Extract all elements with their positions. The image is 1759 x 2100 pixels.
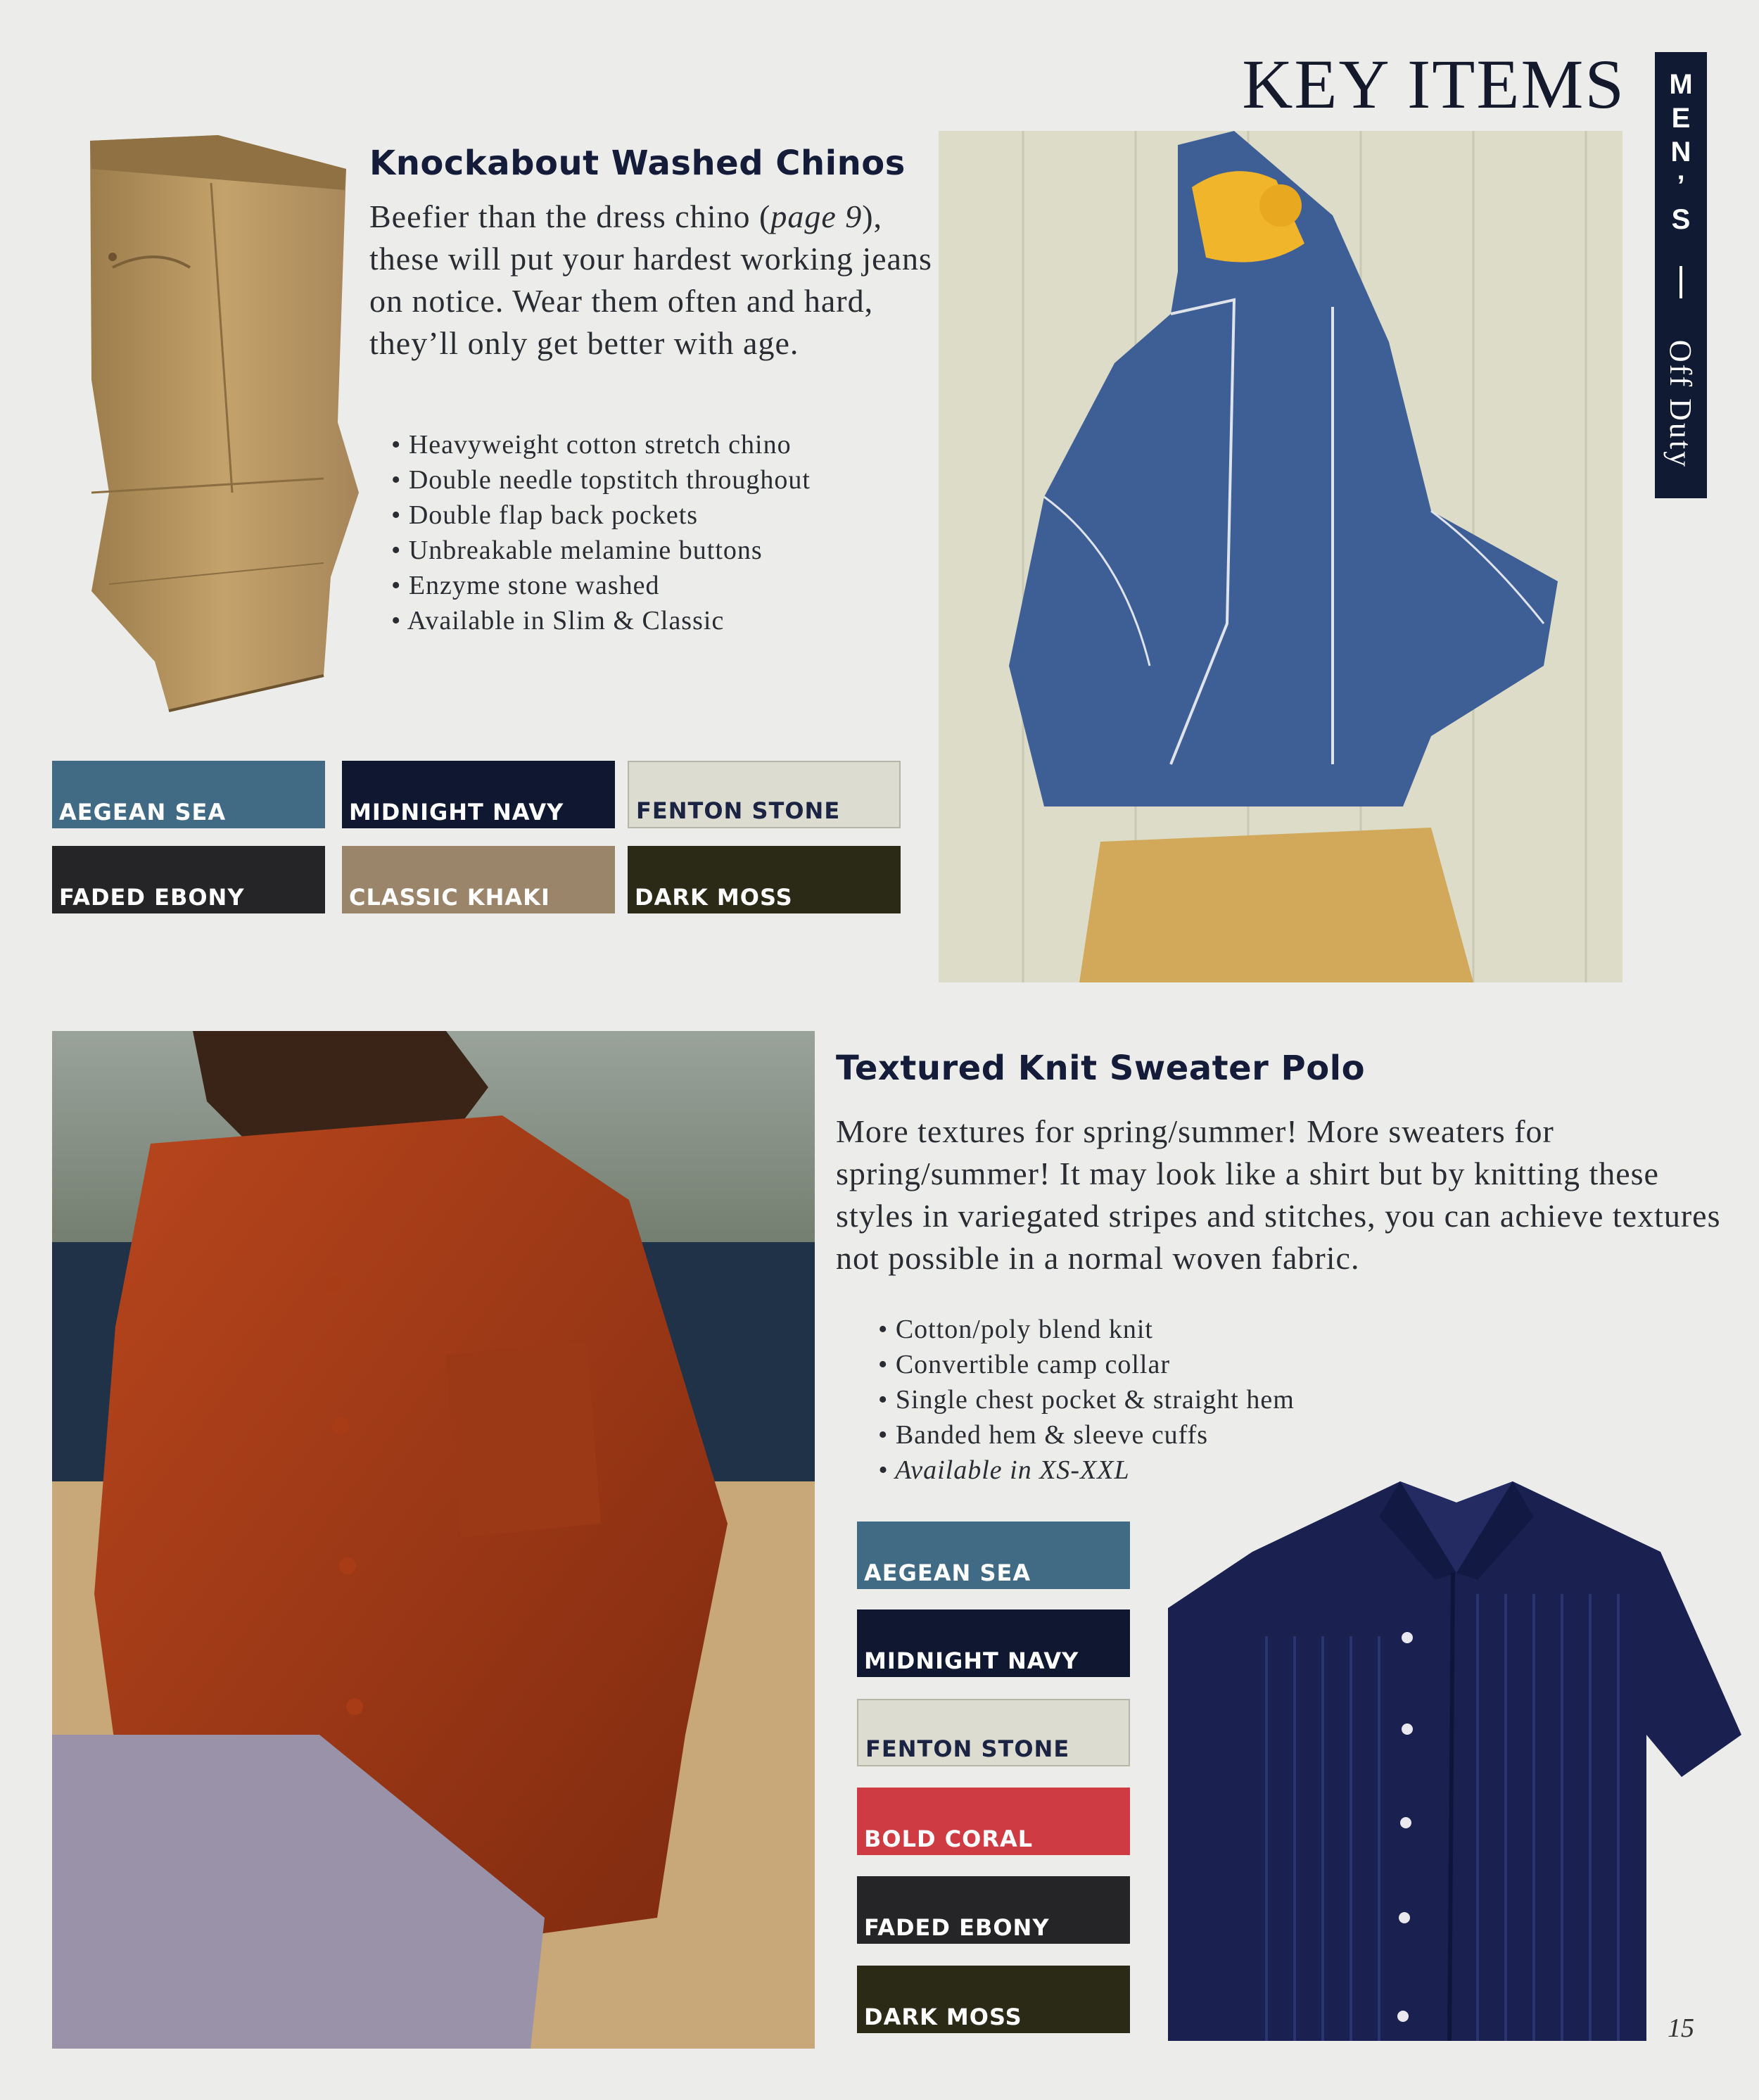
page-title: KEY ITEMS (1242, 45, 1625, 123)
color-swatch: AEGEAN SEA (857, 1522, 1130, 1589)
feature-item: • Heavyweight cotton stretch chino (391, 427, 811, 462)
page-number: 15 (1668, 2013, 1694, 2043)
feature-item: • Banded hem & sleeve cuffs (878, 1417, 1295, 1453)
product-title: Knockabout Washed Chinos (369, 144, 906, 183)
product-title: Textured Knit Sweater Polo (836, 1049, 1366, 1088)
feature-item: • Available in Slim & Classic (391, 603, 811, 638)
color-swatch: MIDNIGHT NAVY (857, 1609, 1130, 1677)
color-swatch: AEGEAN SEA (52, 761, 325, 828)
chinos-product-image (70, 127, 366, 718)
outfit-flatlay-photo (939, 131, 1623, 982)
lifestyle-model-photo (52, 1031, 815, 2049)
color-swatch: CLASSIC KHAKI (342, 846, 615, 913)
section-tab (1655, 52, 1707, 498)
product-description: More textures for spring/summer! More sweaters for spring/summer! It may look like a shirt but by knitting these styles in variegated stripes and stitches, you can achieve textures not possible in a normal woven fabric. (836, 1113, 1721, 1276)
tab-letter: M (1669, 69, 1693, 100)
feature-item: • Unbreakable melamine buttons (391, 533, 811, 568)
tab-letter: E (1671, 103, 1691, 134)
feature-item: • Double needle topstitch throughout (391, 462, 811, 498)
polo-product-image (1168, 1439, 1741, 2041)
feature-item: • Single chest pocket & straight hem (878, 1382, 1295, 1417)
feature-item: • Enzyme stone washed (391, 568, 811, 603)
tab-letter: N (1670, 137, 1691, 167)
tab-letter: ’ (1677, 170, 1685, 201)
color-swatch: DARK MOSS (857, 1966, 1130, 2033)
color-swatch: DARK MOSS (628, 846, 901, 913)
product-description: Beefier than the dress chino (page 9), these will put your hardest working jeans on notice. Wear them often and hard, they’ll only get better with age. (369, 198, 932, 361)
color-swatch: MIDNIGHT NAVY (342, 761, 615, 828)
color-swatch: BOLD CORAL (857, 1788, 1130, 1855)
color-swatch: FADED EBONY (52, 846, 325, 913)
color-swatch: FENTON STONE (628, 761, 901, 828)
feature-item: • Available in XS-XXL (878, 1453, 1295, 1488)
feature-item: • Convertible camp collar (878, 1347, 1295, 1382)
color-swatch: FADED EBONY (857, 1876, 1130, 1944)
section-subtitle: Off Duty (1663, 339, 1698, 469)
feature-item: • Cotton/poly blend knit (878, 1312, 1295, 1347)
tab-letter: S (1671, 204, 1691, 235)
feature-item: • Double flap back pockets (391, 498, 811, 533)
tab-divider (1679, 266, 1682, 298)
color-swatch: FENTON STONE (857, 1699, 1130, 1766)
feature-list (391, 427, 811, 638)
section-tab-label (1655, 68, 1707, 251)
